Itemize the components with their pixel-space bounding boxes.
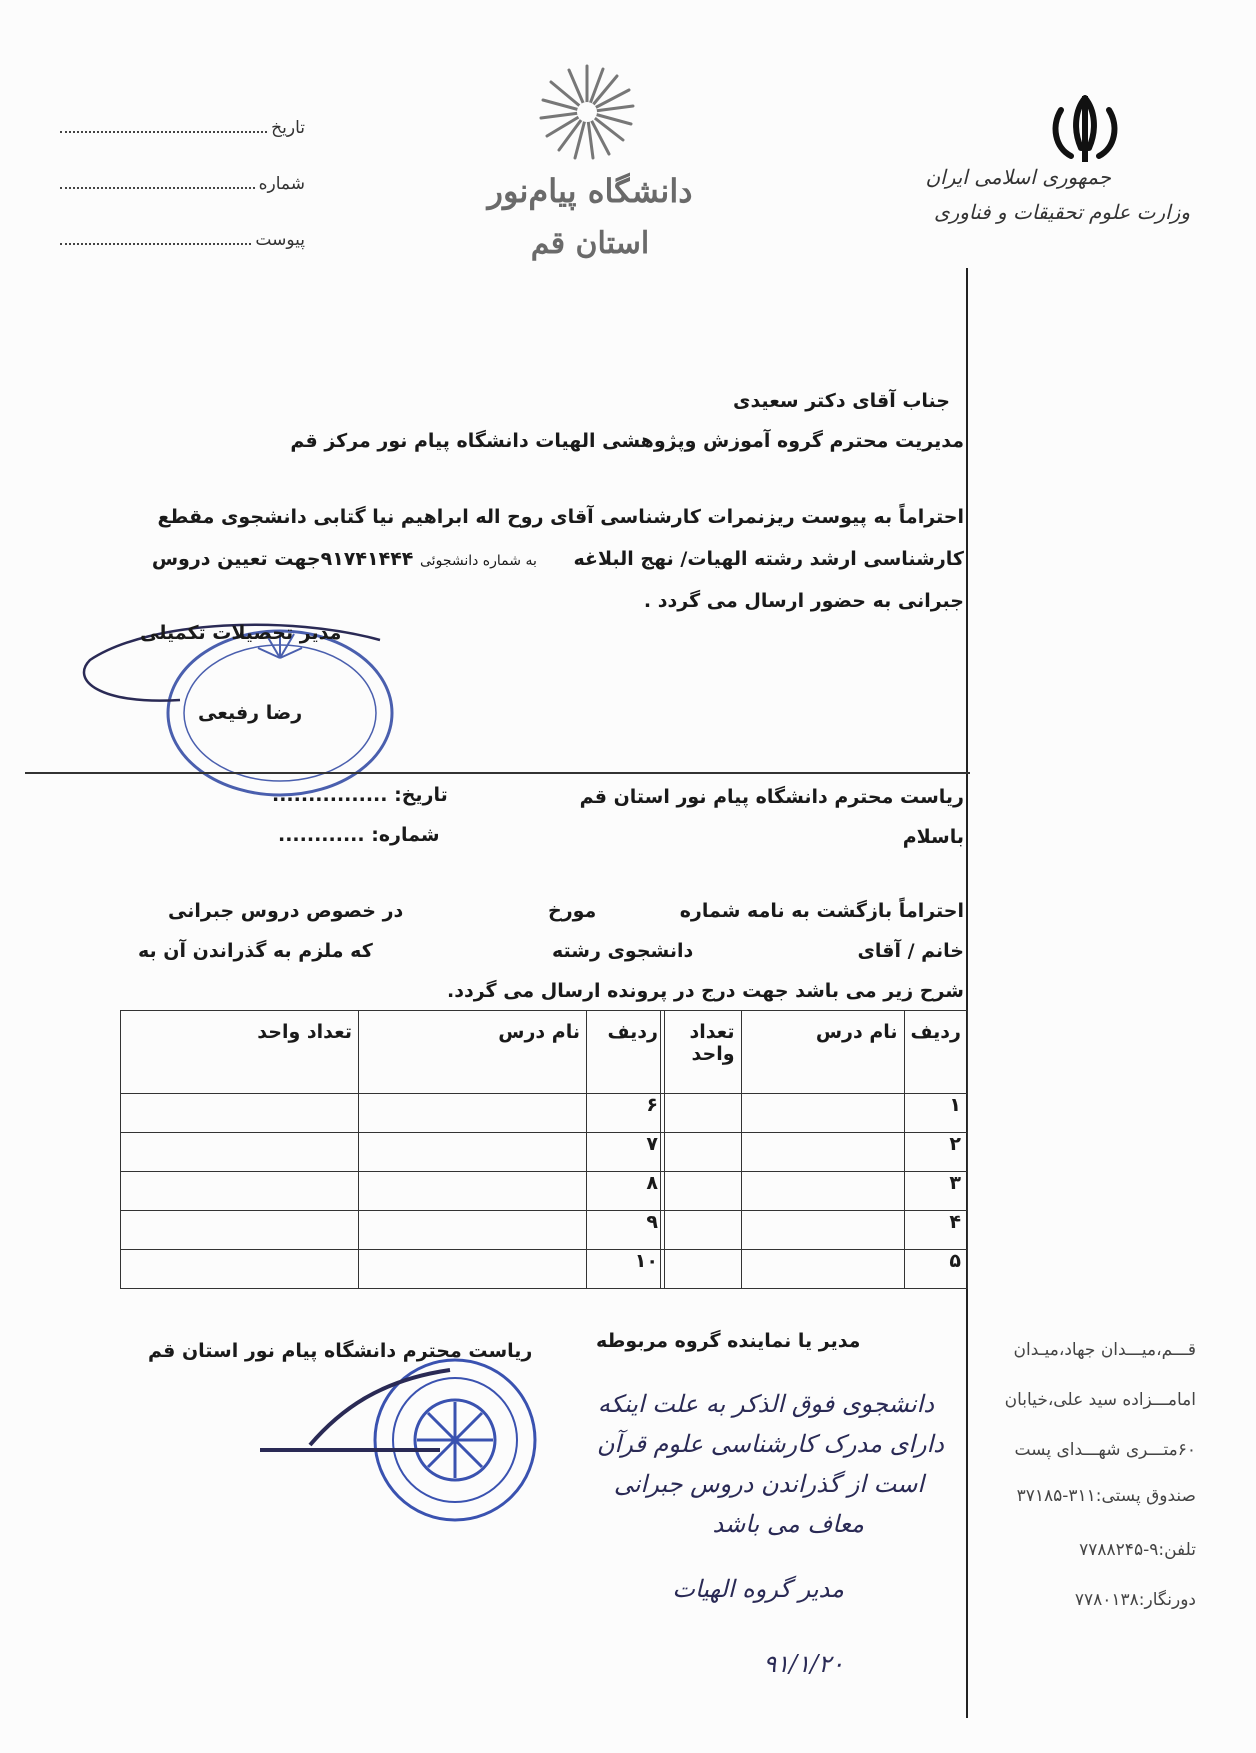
course-cell [359, 1250, 587, 1289]
header-date-field [60, 118, 305, 138]
reply-line-1-end: در خصوص دروس جبرانی [168, 900, 404, 922]
units-cell [661, 1133, 742, 1172]
col-row-header: ردیف [904, 1011, 967, 1094]
row-number: ۲ [904, 1133, 967, 1172]
course-cell [741, 1211, 904, 1250]
table-row [121, 1172, 665, 1211]
reply-line-3: شرح زیر می باشد جهت درج در پرونده ارسال می گردد. [447, 980, 964, 1002]
row-number: ۱ [904, 1094, 967, 1133]
dean-signature-icon [250, 1350, 460, 1460]
footer-phone: تلفن:۹-۷۷۸۸۲۴۵ [1079, 1540, 1196, 1560]
row-number: ۹ [587, 1211, 665, 1250]
reply-greeting: باسلام [902, 826, 964, 848]
letter-line-2 [152, 548, 964, 570]
courses-table-right [660, 1010, 968, 1289]
units-cell [661, 1250, 742, 1289]
col-units-header: تعداد واحد [121, 1011, 359, 1094]
col-course-header: نام درس [359, 1011, 587, 1094]
units-cell [661, 1094, 742, 1133]
row-number: ۸ [587, 1172, 665, 1211]
table-row [661, 1250, 968, 1289]
dotted-line [60, 177, 255, 189]
table-header-row [121, 1011, 665, 1094]
course-cell [741, 1094, 904, 1133]
payame-noor-logo-icon [535, 60, 639, 164]
letter-line-3: جبرانی به حضور ارسال می گردد . [643, 590, 964, 612]
reply-number-field: شماره: ............ [278, 824, 440, 846]
row-number: ۶ [587, 1094, 665, 1133]
header-number-label: شماره [258, 174, 305, 194]
table-row [661, 1172, 968, 1211]
dotted-line [60, 121, 267, 133]
footer-group-head-title: مدیر یا نماینده گروه مربوطه [596, 1330, 861, 1352]
letter-line-1: احتراماً به پیوست ریزنمرات کارشناسی آقای روح اله ابراهیم نیا گتابی دانشجوی مقطع [157, 506, 964, 528]
handwritten-line-1: دانشجوی فوق الذکر به علت اینکه [597, 1390, 934, 1418]
course-cell [359, 1211, 587, 1250]
header-attachment-field [60, 230, 305, 250]
reply-line-2-major: دانشجوی رشته [552, 940, 694, 962]
letter-addressee: مدیریت محترم گروه آموزش وپژوهشی الهیات دانشگاه پیام نور مرکز قم [290, 430, 964, 452]
reply-line-2-start: خانم / آقای [857, 940, 964, 962]
handwritten-line-4: معاف می باشد [712, 1510, 864, 1538]
gov-line-ministry: وزارت علوم تحقیقات و فناوری [933, 200, 1190, 224]
units-cell [661, 1172, 742, 1211]
header-number-field [60, 174, 305, 194]
gov-line-republic: جمهوری اسلامی ایران [925, 165, 1111, 189]
reply-line-2-end: که ملزم به گذراندن آن به [138, 940, 373, 962]
table-row [661, 1211, 968, 1250]
row-number: ۷ [587, 1133, 665, 1172]
section-divider [25, 772, 970, 774]
signatory-name: رضا رفیعی [198, 702, 303, 724]
iran-emblem-icon [1045, 90, 1125, 170]
reply-line-1-dated: مورخ [548, 900, 597, 922]
handwritten-line-2: دارای مدرک کارشناسی علوم قرآن [596, 1430, 944, 1458]
letter-line-2-id-label: به شماره دانشجوئی [420, 553, 537, 569]
footer-address-1: قـــم،میـــدان جهاد،میـدان [1013, 1340, 1196, 1360]
row-number: ۳ [904, 1172, 967, 1211]
row-number: ۴ [904, 1211, 967, 1250]
table-row [121, 1211, 665, 1250]
reply-date-field: تاریخ: ................ [272, 784, 448, 806]
units-cell [121, 1172, 359, 1211]
course-cell [359, 1172, 587, 1211]
course-cell [741, 1250, 904, 1289]
footer-postbox: صندوق پستی:۳۱۱-۳۷۱۸۵ [1016, 1486, 1196, 1506]
margin-rule [966, 268, 968, 1718]
dotted-line [60, 233, 251, 245]
reply-addressee: ریاست محترم دانشگاه پیام نور استان قم [579, 786, 964, 808]
university-province: استان قم [530, 226, 650, 261]
course-cell [359, 1133, 587, 1172]
units-cell [661, 1211, 742, 1250]
handwritten-line-5: مدیر گروه الهیات [672, 1575, 844, 1603]
table-row [121, 1133, 665, 1172]
handwritten-date: ۹۱/۱/۲۰ [763, 1650, 844, 1678]
col-units-header: تعداد واحد [661, 1011, 742, 1094]
handwritten-line-3: است از گذراندن دروس جبرانی [613, 1470, 924, 1498]
footer-address-2: امامـــزاده سید علی،خیابان [1004, 1390, 1196, 1410]
header-attachment-label: پیوست [255, 230, 305, 250]
table-row [661, 1094, 968, 1133]
letter-line-2-program: کارشناسی ارشد رشته الهیات/ نهج البلاغه [573, 548, 964, 570]
courses-table-left [120, 1010, 665, 1289]
course-cell [359, 1094, 587, 1133]
table-row [121, 1094, 665, 1133]
letter-line-2-id: ۹۱۷۴۱۴۴۴جهت تعیین دروس [151, 548, 414, 570]
footer-fax: دورنگار:۷۷۸۰۱۳۸ [1074, 1590, 1196, 1610]
units-cell [121, 1133, 359, 1172]
university-name: دانشگاه پیام‌نور [487, 172, 693, 210]
table-header-row [661, 1011, 968, 1094]
units-cell [121, 1094, 359, 1133]
units-cell [121, 1211, 359, 1250]
col-row-header: ردیف [587, 1011, 665, 1094]
table-row [121, 1250, 665, 1289]
row-number: ۱۰ [587, 1250, 665, 1289]
signatory-title: مدیر تحصیلات تکمیلی [140, 622, 342, 644]
header-date-label: تاریخ [271, 118, 305, 138]
units-cell [121, 1250, 359, 1289]
reply-line-1-start: احتراماً بازگشت به نامه شماره [679, 900, 964, 922]
footer-address-3: ۶۰متـــری شهـــدای پست [1014, 1440, 1196, 1460]
letter-salutation: جناب آقای دکتر سعیدی [733, 390, 950, 412]
course-cell [741, 1133, 904, 1172]
footer-dean-title: ریاست محترم دانشگاه پیام نور استان قم [148, 1340, 533, 1362]
row-number: ۵ [904, 1250, 967, 1289]
col-course-header: نام درس [741, 1011, 904, 1094]
table-row [661, 1133, 968, 1172]
course-cell [741, 1172, 904, 1211]
